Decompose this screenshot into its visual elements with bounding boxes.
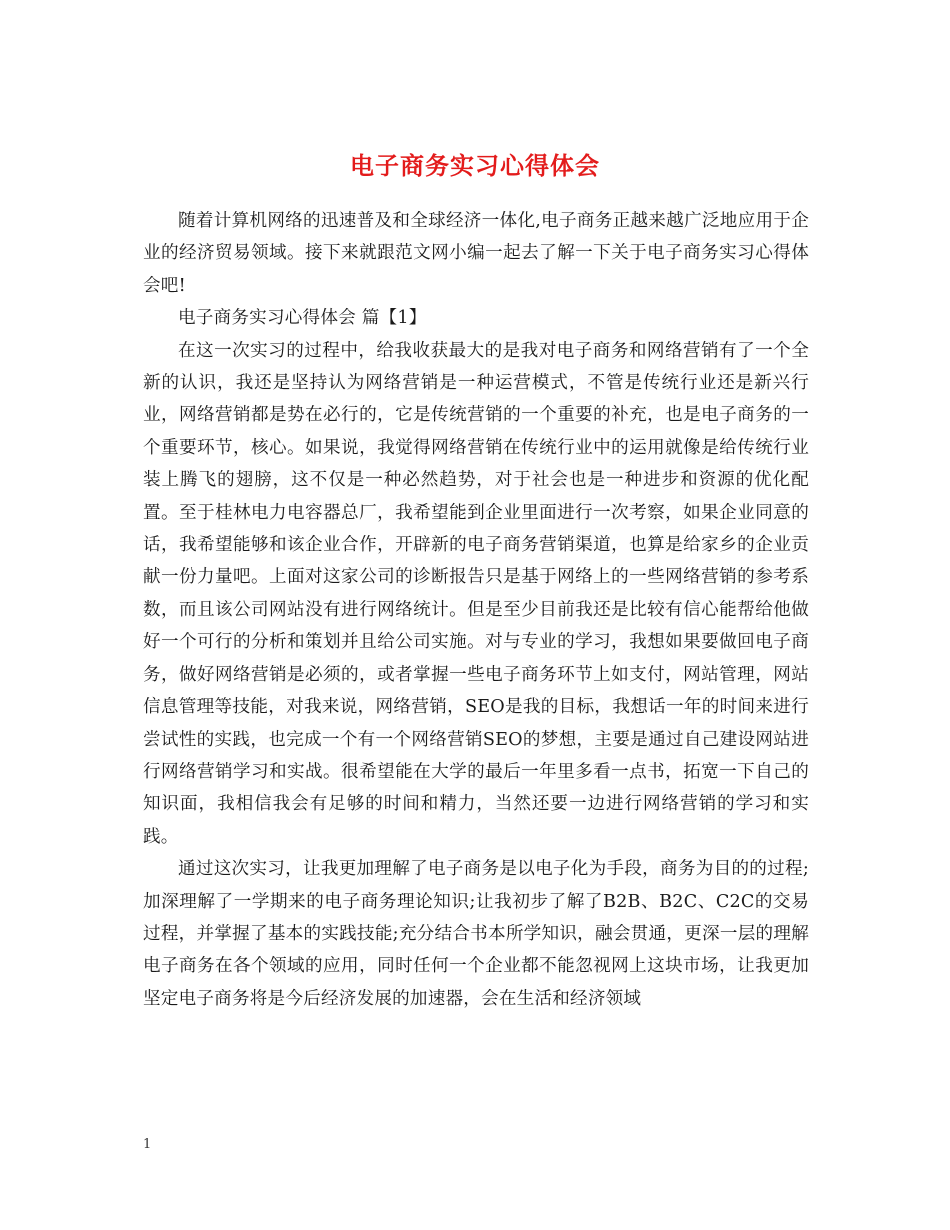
- document-body: [143, 205, 809, 1015]
- section-heading: 电子商务实习心得体会 篇【1】: [178, 308, 427, 329]
- intro-paragraph: 随着计算机网络的迅速普及和全球经济一体化,电子商务正越来越广泛地应用于企业的经济贸易领域。接下来就跟范文网小编一起去了解一下关于电子商务实习心得体会吧!: [143, 211, 809, 296]
- page-number: 1: [143, 1137, 152, 1152]
- body-paragraph: 在这一次实习的过程中，给我收获最大的是我对电子商务和网络营销有了一个全新的认识，我还是坚持认为网络营销是一种运营模式，不管是传统行业还是新兴行业，网络营销都是势在必行的，它是传统营销的一个重要的补充，也是电子商务的一个重要环节，核心。如果说，我觉得网络营销在传统行业中的运用就像是给传统行业装上腾飞的翅膀，这不仅是一种必然趋势，对于社会也是一种进步和资源的优化配置。至于桂林电力电容器总厂，我希望能到企业里面进行一次考察，如果企业同意的话，我希望能够和该企业合作，开辟新的电子商务营销渠道，也算是给家乡的企业贡献一份力量吧。上面对这家公司的诊断报告只是基于网络上的一些网络营销的参考系数，而且该公司网站没有进行网络统计。但是至少目前我还是比较有信心能帮给他做好一个可行的分析和策划并且给公司实施。对与专业的学习，我想如果要做回电子商务，做好网络营销是必须的，或者掌握一些电子商务环节上如支付，网站管理，网站信息管理等技能，对我来说，网络营销，SEO是我的目标，我想话一年的时间来进行尝试性的实践，也完成一个有一个网络营销SEO的梦想，主要是通过自己建设网站进行网络营销学习和实战。很希望能在大学的最后一年里多看一点书，拓宽一下自己的知识面，我相信我会有足够的时间和精力，当然还要一边进行网络营销的学习和实践。: [143, 340, 809, 847]
- body-paragraph: 通过这次实习，让我更加理解了电子商务是以电子化为手段，商务为目的的过程;加深理解了一学期来的电子商务理论知识;让我初步了解了B2B、B2C、C2C的交易过程，并掌握了基本的实践技能;充分结合书本所学知识，融会贯通，更深一层的理解电子商务在各个领域的应用，同时任何一个企业都不能忽视网上这块市场，让我更加坚定电子商务将是今后经济发展的加速器，会在生活和经济领域: [143, 859, 809, 1009]
- document-title: 电子商务实习心得体会: [350, 151, 600, 181]
